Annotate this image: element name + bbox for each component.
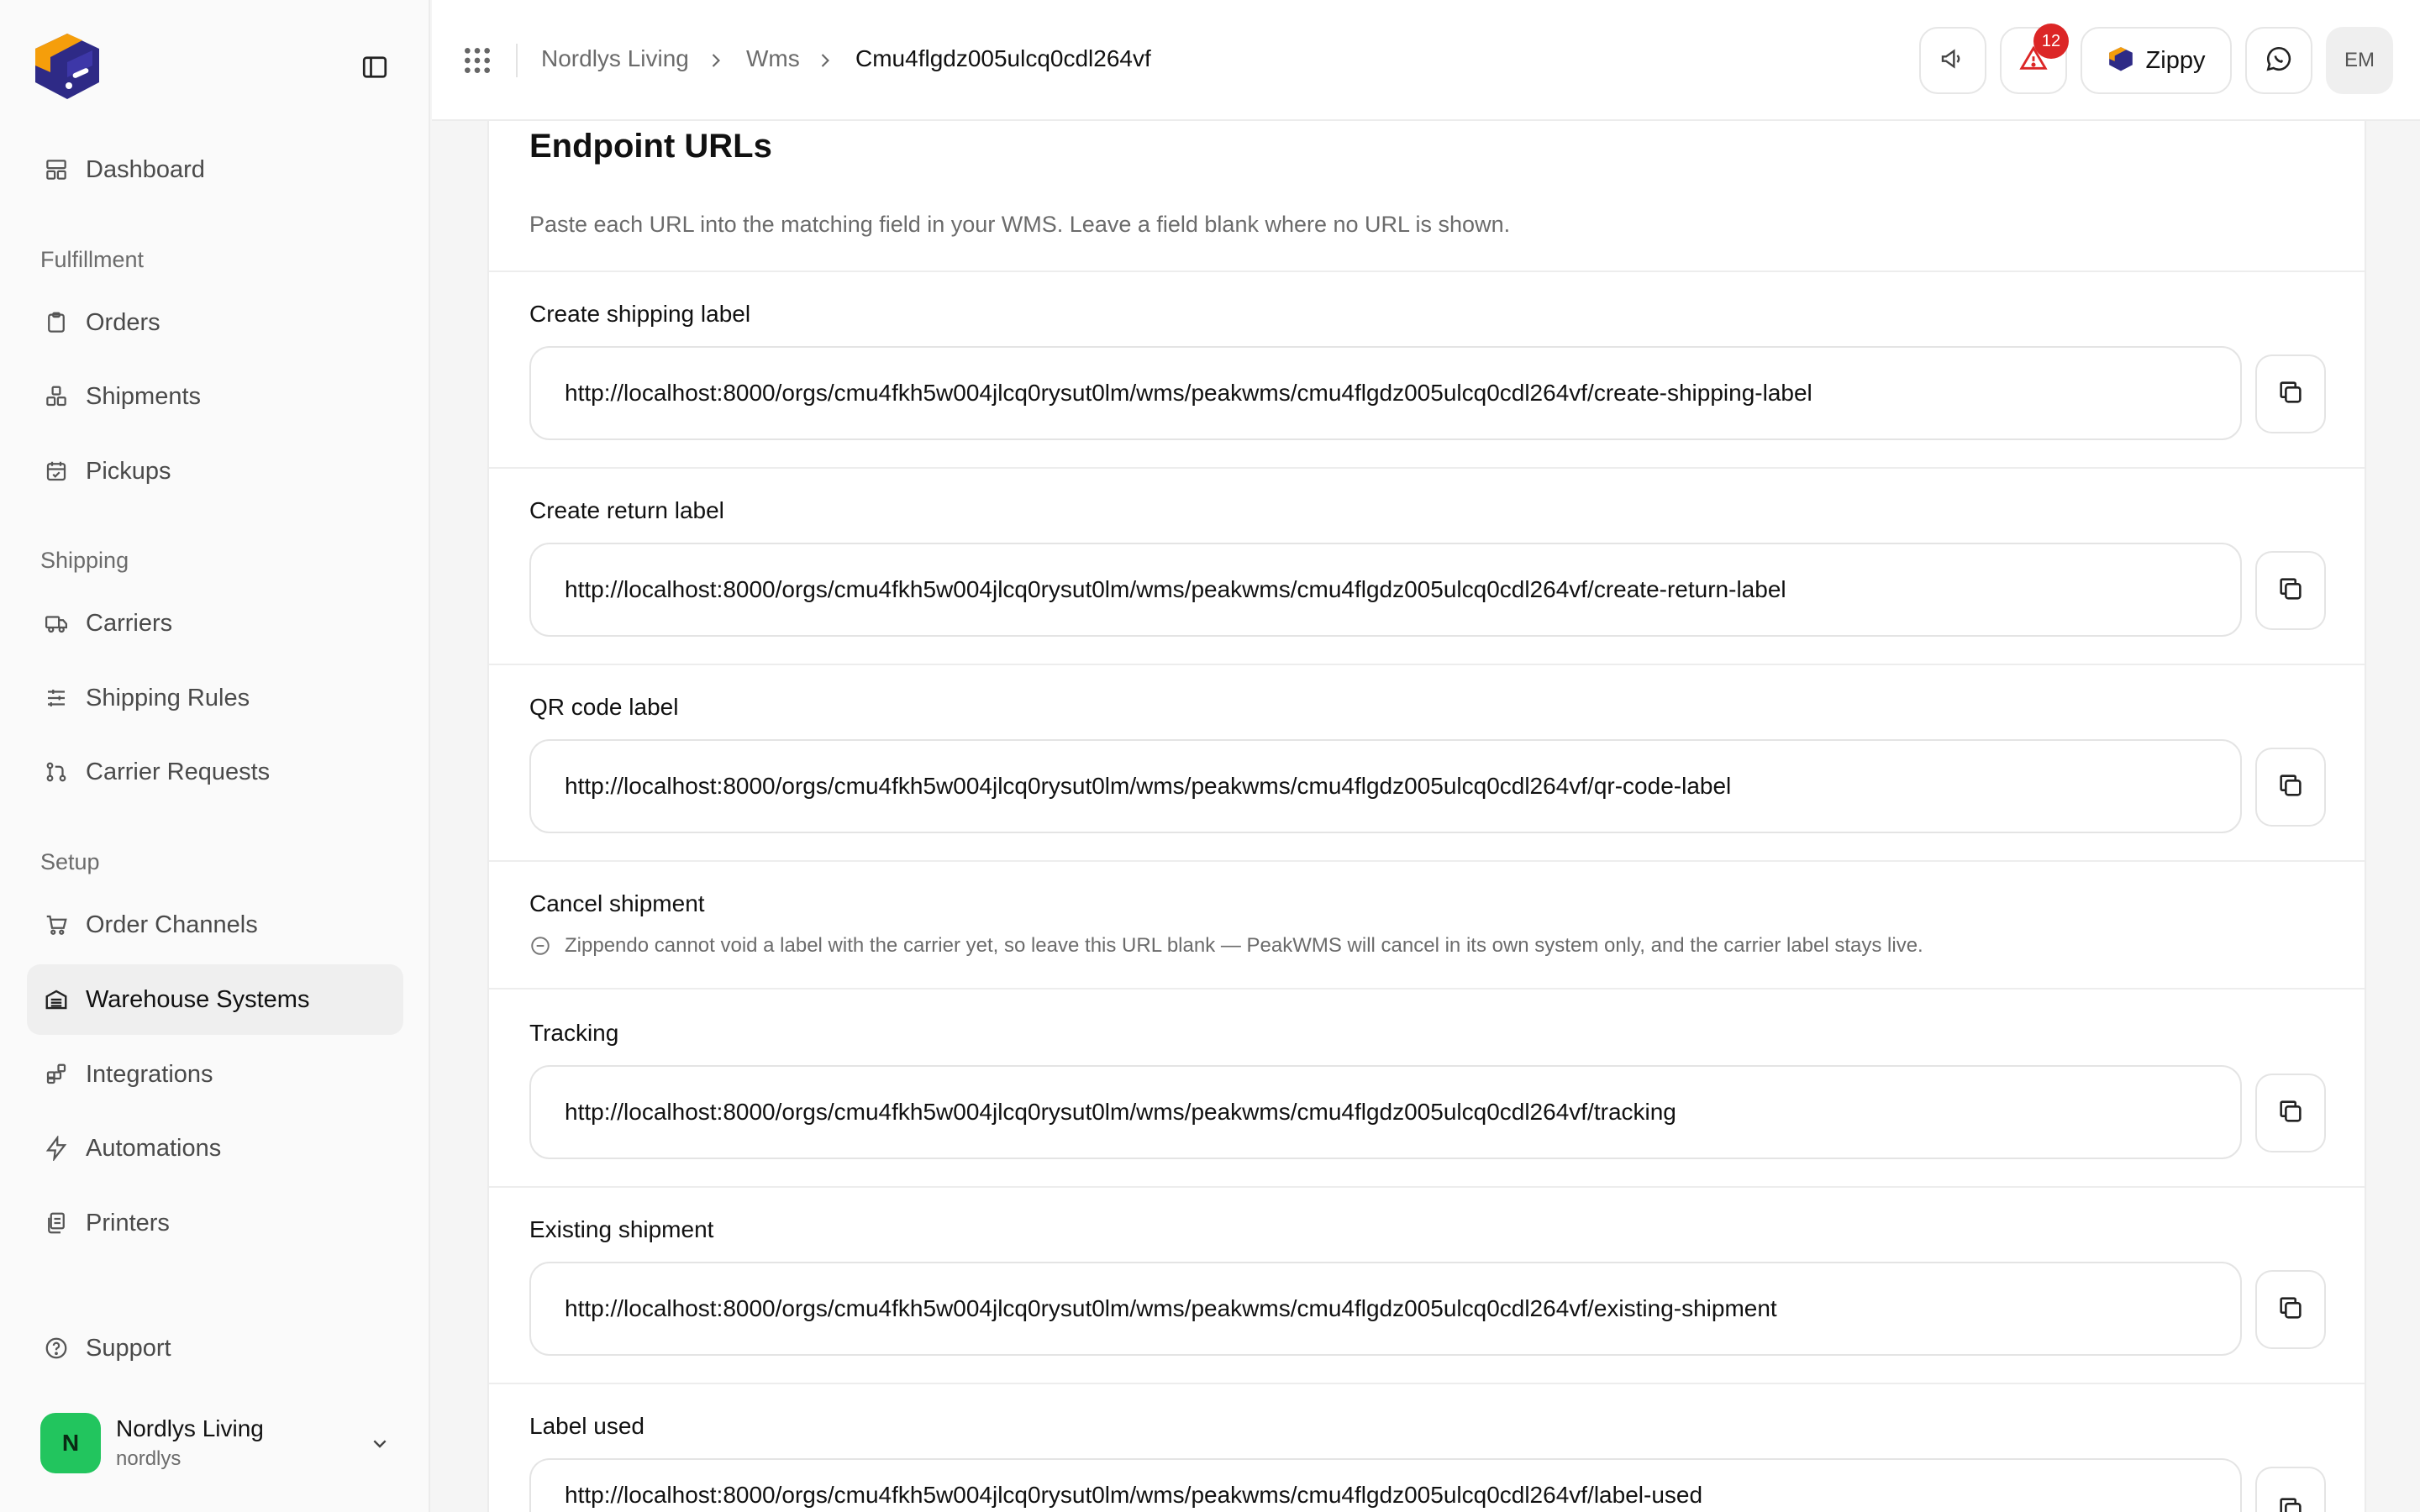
copy-icon — [2276, 1097, 2305, 1130]
sidebar-item-label: Shipments — [86, 382, 202, 410]
url-input[interactable]: http://localhost:8000/orgs/cmu4fkh5w004jlcq0rysut0lm/wms/peakwms/cmu4flgdz005ulcq0cdl264vf/existing-shipment — [529, 1262, 2242, 1356]
sidebar-item-order-channels[interactable] — [27, 890, 403, 960]
boxes-icon — [42, 382, 71, 411]
warehouse-icon — [42, 985, 71, 1014]
zippy-icon — [2107, 45, 2134, 76]
copy-button[interactable] — [2255, 1074, 2326, 1152]
page-description: Paste each URL into the matching field in your WMS. Leave a field blank where no URL is shown. — [529, 212, 1511, 237]
dashboard-icon — [42, 155, 71, 184]
zippy-button[interactable] — [2081, 27, 2232, 94]
alerts-button[interactable] — [2000, 27, 2067, 94]
sidebar-item-support[interactable] — [27, 1313, 403, 1383]
field-label: Cancel shipment — [529, 890, 705, 916]
brand-logo[interactable] — [30, 29, 104, 102]
sidebar — [0, 0, 430, 1512]
truck-icon — [42, 609, 71, 638]
org-avatar: N — [40, 1413, 101, 1473]
alerts-count-badge: 12 — [2033, 24, 2069, 59]
sidebar-item-label: Carrier Requests — [86, 758, 271, 785]
row-divider — [489, 1186, 2365, 1188]
copy-icon — [2276, 1494, 2305, 1512]
sidebar-item-label: Order Channels — [86, 911, 258, 938]
top-header — [432, 0, 2420, 121]
user-avatar[interactable]: EM — [2326, 27, 2393, 94]
breadcrumb-org[interactable]: Nordlys Living — [541, 45, 689, 71]
url-input[interactable]: http://localhost:8000/orgs/cmu4fkh5w004jlcq0rysut0lm/wms/peakwms/cmu4flgdz005ulcq0cdl264vf/create-shipping-label — [529, 346, 2242, 440]
sidebar-item-dashboard[interactable] — [27, 134, 403, 205]
field-label: Tracking — [529, 1020, 619, 1046]
url-input[interactable]: http://localhost:8000/orgs/cmu4fkh5w004jlcq0rysut0lm/wms/peakwms/cmu4flgdz005ulcq0cdl264vf/label-used — [529, 1458, 2242, 1512]
url-input[interactable]: http://localhost:8000/orgs/cmu4fkh5w004jlcq0rysut0lm/wms/peakwms/cmu4flgdz005ulcq0cdl264vf/qr-code-label — [529, 739, 2242, 833]
clipboard-icon — [42, 308, 71, 337]
sidebar-item-label: Pickups — [86, 457, 171, 485]
sidebar-toggle-icon[interactable] — [360, 52, 390, 82]
nav-section-setup: Setup — [40, 849, 100, 874]
row-divider — [489, 1383, 2365, 1384]
row-divider — [489, 988, 2365, 990]
field-label: Create return label — [529, 497, 724, 523]
nav-section-shipping: Shipping — [40, 548, 129, 573]
copy-button[interactable] — [2255, 748, 2326, 827]
sidebar-item-shipments[interactable] — [27, 361, 403, 432]
chevron-down-icon — [366, 1430, 393, 1457]
copy-icon — [2276, 575, 2305, 607]
sidebar-item-label: Printers — [86, 1209, 170, 1236]
help-circle-icon — [42, 1334, 71, 1362]
row-divider — [489, 860, 2365, 862]
announcements-button[interactable] — [1919, 27, 1986, 94]
sidebar-item-label: Integrations — [86, 1060, 213, 1088]
copy-icon — [2276, 1294, 2305, 1326]
sidebar-item-carriers[interactable] — [27, 588, 403, 659]
field-label: QR code label — [529, 694, 679, 720]
minus-circle-icon — [529, 935, 551, 957]
sliders-icon — [42, 684, 71, 712]
page-title: Endpoint URLs — [529, 128, 772, 165]
sidebar-item-printers[interactable] — [27, 1188, 403, 1258]
breadcrumb-current: Cmu4flgdz005ulcq0cdl264vf — [855, 45, 1151, 71]
note-text: Zippendo cannot void a label with the carrier yet, so leave this URL blank — PeakWMS will cancel in its own system only, and the carrier label stays live. — [565, 934, 1923, 957]
blocks-icon — [42, 1060, 71, 1089]
url-input[interactable]: http://localhost:8000/orgs/cmu4fkh5w004jlcq0rysut0lm/wms/peakwms/cmu4flgdz005ulcq0cdl264vf/create-return-label — [529, 543, 2242, 637]
row-divider — [489, 467, 2365, 469]
sidebar-item-label: Orders — [86, 308, 160, 336]
copy-icon — [2276, 378, 2305, 411]
copy-icon — [2276, 771, 2305, 804]
copy-button[interactable] — [2255, 1467, 2326, 1512]
sidebar-item-warehouse-systems[interactable] — [27, 964, 403, 1035]
chat-bubble-icon — [2265, 45, 2293, 77]
sidebar-item-orders[interactable] — [27, 287, 403, 358]
chat-button[interactable] — [2245, 27, 2312, 94]
endpoint-urls-card — [487, 121, 2366, 1512]
org-name: Nordlys Living — [116, 1415, 264, 1441]
cancel-shipment-note — [529, 934, 1923, 958]
calendar-check-icon — [42, 457, 71, 486]
header-divider — [516, 44, 518, 77]
copy-button[interactable] — [2255, 354, 2326, 433]
grid-dots-icon[interactable] — [460, 44, 494, 77]
sidebar-item-label: Carriers — [86, 609, 173, 637]
lightning-icon — [42, 1134, 71, 1163]
zippy-label: Zippy — [2145, 46, 2206, 74]
nav-section-fulfillment: Fulfillment — [40, 247, 145, 272]
field-label: Label used — [529, 1413, 645, 1439]
row-divider — [489, 270, 2365, 272]
row-divider — [489, 664, 2365, 665]
git-pull-request-icon — [42, 758, 71, 786]
sidebar-item-integrations[interactable] — [27, 1039, 403, 1110]
sidebar-item-carrier-requests[interactable] — [27, 737, 403, 807]
sidebar-item-label: Shipping Rules — [86, 684, 250, 711]
megaphone-icon — [1939, 45, 1966, 76]
copy-button[interactable] — [2255, 551, 2326, 630]
url-input[interactable]: http://localhost:8000/orgs/cmu4fkh5w004jlcq0rysut0lm/wms/peakwms/cmu4flgdz005ulcq0cdl264vf/tracking — [529, 1065, 2242, 1159]
sidebar-item-label: Warehouse Systems — [86, 985, 310, 1013]
sidebar-item-label: Automations — [86, 1134, 222, 1162]
org-slug: nordlys — [116, 1447, 182, 1470]
sidebar-item-label: Dashboard — [86, 155, 205, 183]
cart-icon — [42, 911, 71, 939]
copy-button[interactable] — [2255, 1270, 2326, 1349]
chevron-right-icon — [813, 49, 837, 72]
sidebar-item-shipping-rules[interactable] — [27, 663, 403, 733]
org-switcher[interactable] — [40, 1411, 393, 1475]
sidebar-item-automations[interactable] — [27, 1113, 403, 1184]
sidebar-item-pickups[interactable] — [27, 436, 403, 507]
breadcrumb-wms[interactable]: Wms — [746, 45, 800, 71]
field-label: Create shipping label — [529, 301, 751, 327]
printer-icon — [42, 1209, 71, 1237]
chevron-right-icon — [704, 49, 728, 72]
sidebar-item-label: Support — [86, 1334, 171, 1362]
field-label: Existing shipment — [529, 1216, 714, 1242]
